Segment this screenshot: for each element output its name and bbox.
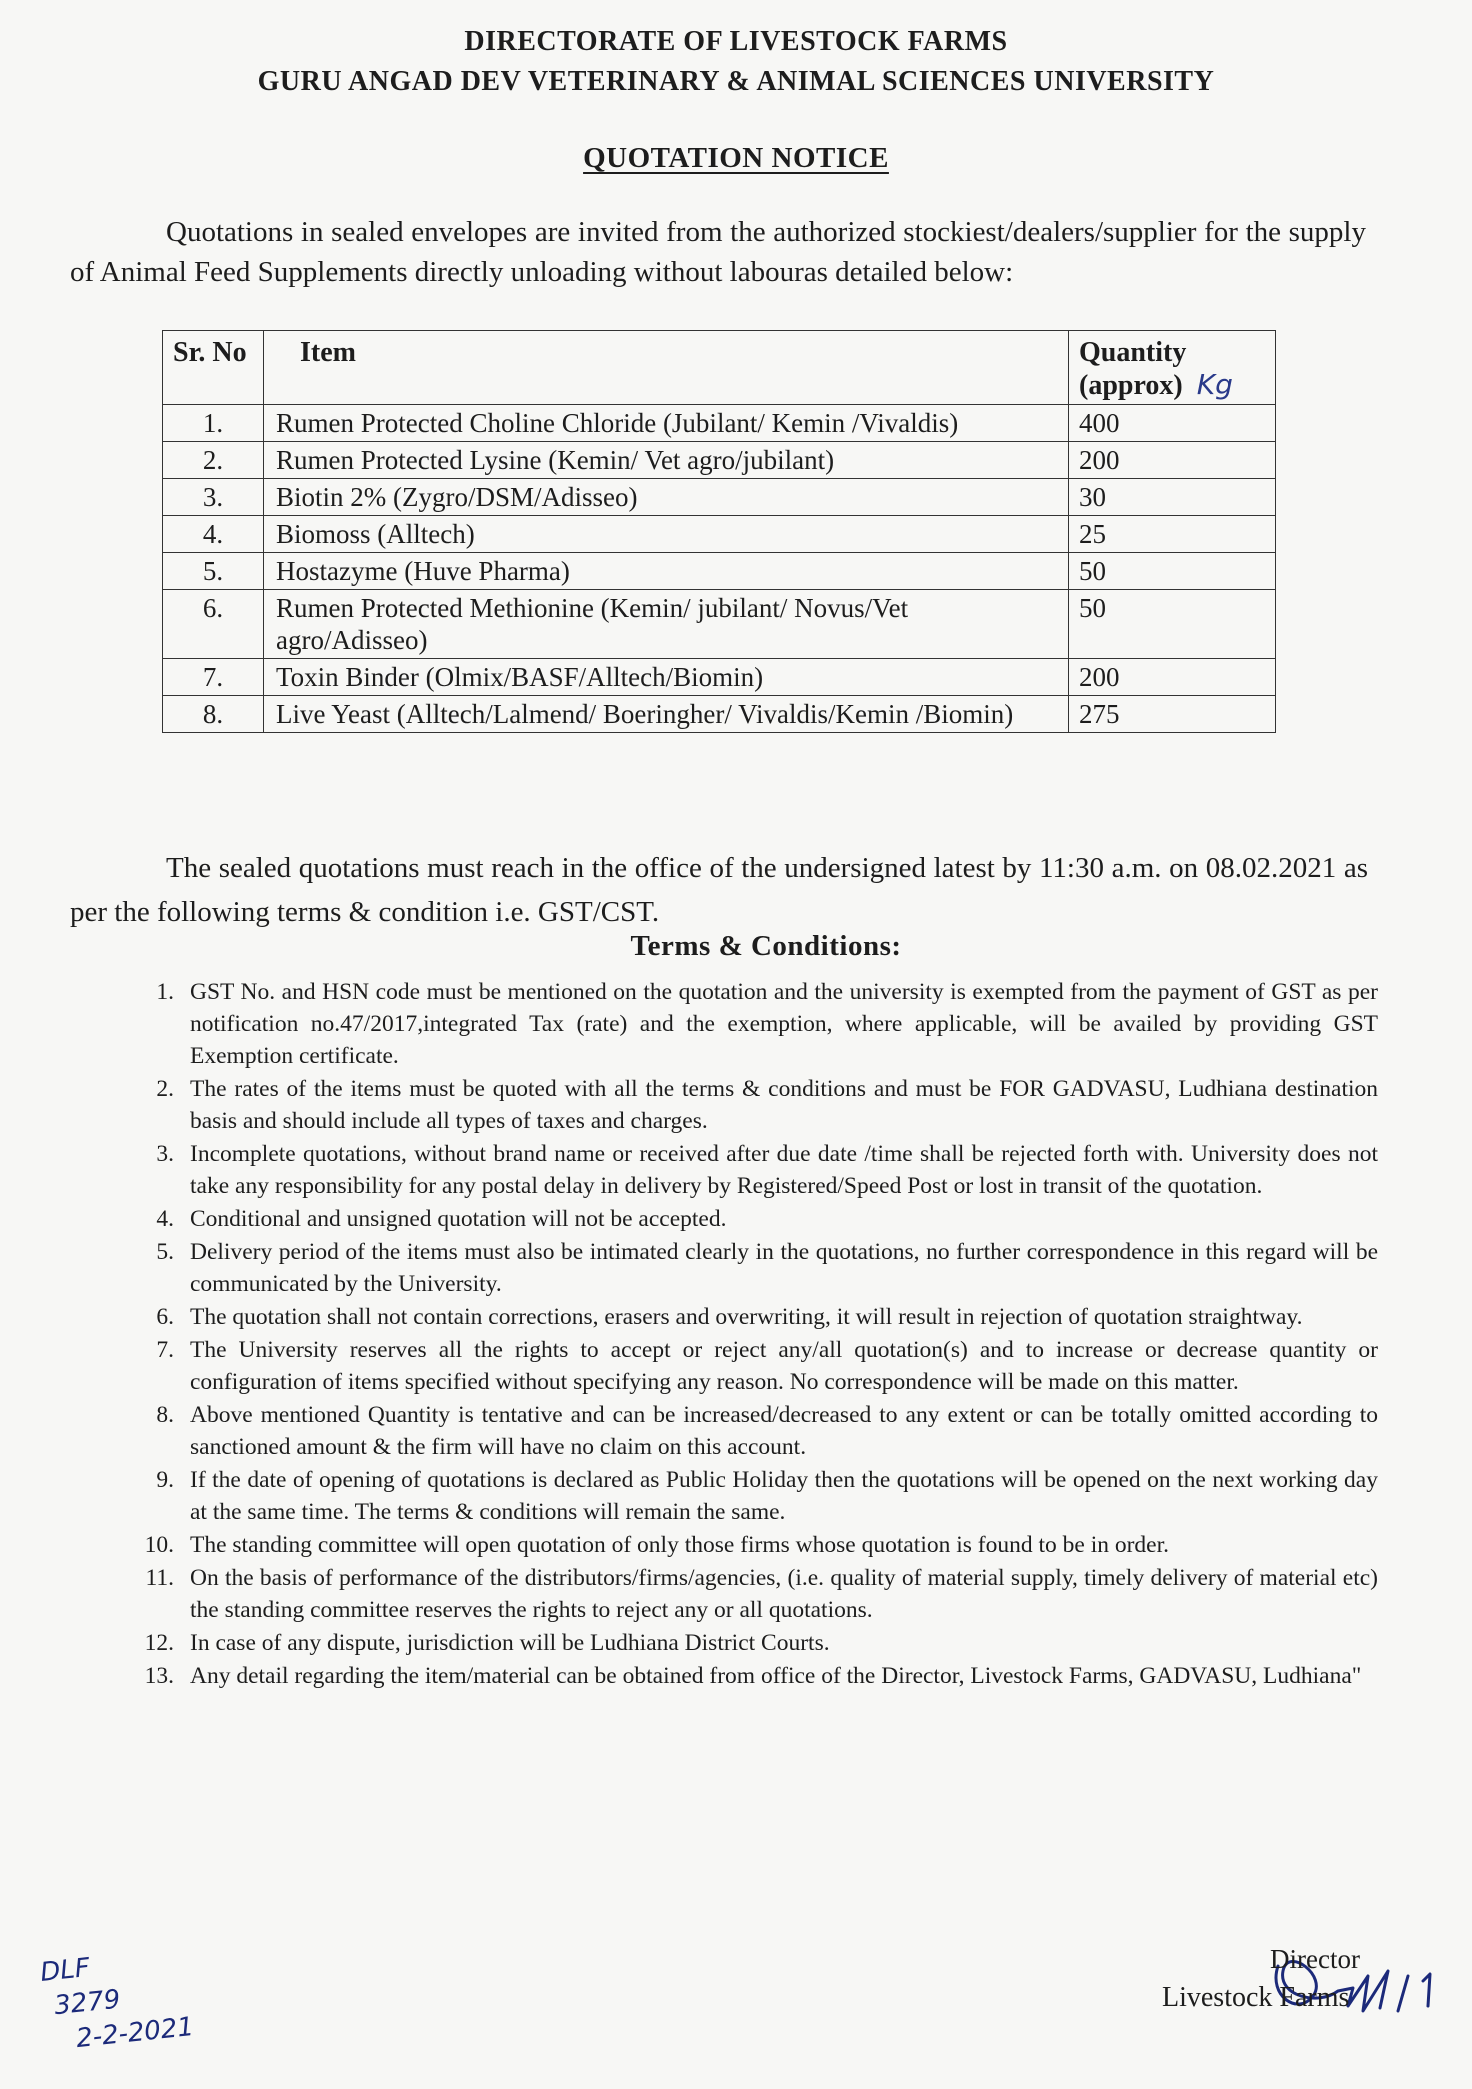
term-number: 9. — [156, 1467, 174, 1493]
term-item — [128, 1301, 1378, 1333]
term-number: 13. — [144, 1663, 174, 1689]
term-text: The rates of the items must be quoted with all the terms & conditions and must be FOR GADVASU, Ludhiana destination basis and should include all types of taxes and charges. — [190, 1076, 1378, 1134]
terms-heading: Terms & Conditions: — [630, 930, 902, 962]
term-item — [128, 1073, 1378, 1137]
table-header-row — [163, 331, 1276, 405]
term-text: GST No. and HSN code must be mentioned on the quotation and the university is exempted from the payment of GST as per notification no.47/2017,integrated Tax (rate) and the exemption, where applicable, will be availed by providing GST Exemption certificate. — [190, 979, 1378, 1069]
row-sr-no: 3. — [163, 479, 264, 516]
term-number: 10. — [144, 1532, 174, 1558]
header-item: Item — [264, 331, 1069, 405]
deadline-paragraph: The sealed quotations must reach in the office of the undersigned latest by 11:30 a.m. on 08.02.2021 as per the following terms & condition i.e. GST/CST. — [70, 852, 1368, 928]
row-sr-no: 4. — [163, 516, 264, 553]
dispatch-note-line: DLF — [38, 1952, 92, 1988]
row-sr-no: 1. — [163, 405, 264, 442]
row-sr-no: 6. — [163, 590, 264, 659]
term-text: Above mentioned Quantity is tentative and can be increased/decreased to any extent or can be totally omitted according to sanctioned amount & the firm will have no claim on this account. — [190, 1402, 1378, 1460]
table-row — [163, 405, 1276, 442]
term-number: 7. — [156, 1337, 174, 1363]
term-text: Incomplete quotations, without brand name or received after due date /time shall be rejected forth with. University does not take any responsibility for any postal delay in delivery by Registered/Speed Post or lost in transit of the quotation. — [190, 1141, 1378, 1199]
notice-title: QUOTATION NOTICE — [583, 142, 889, 174]
row-item-name: Rumen Protected Methionine (Kemin/ jubilant/ Novus/Vet agro/Adisseo) — [264, 590, 1069, 659]
term-number: 11. — [145, 1565, 174, 1591]
term-item — [128, 1562, 1378, 1626]
term-text: The University reserves all the rights to accept or reject any/all quotation(s) and to increase or decrease quantity or configuration of items specified without specifying any reason. No correspondence will be made on this matter. — [190, 1337, 1378, 1395]
term-item — [128, 1464, 1378, 1528]
row-quantity: 200 — [1069, 442, 1276, 479]
row-item-name: Biomoss (Alltech) — [264, 516, 1069, 553]
term-item — [128, 1334, 1378, 1398]
term-number: 6. — [156, 1304, 174, 1330]
table-row — [163, 659, 1276, 696]
term-number: 1. — [156, 979, 174, 1005]
row-quantity: 30 — [1069, 479, 1276, 516]
term-text: If the date of opening of quotations is declared as Public Holiday then the quotations will be opened on the next working day at the same time. The terms & conditions will remain the same. — [190, 1467, 1378, 1525]
table-row — [163, 696, 1276, 733]
row-quantity: 200 — [1069, 659, 1276, 696]
term-number: 8. — [156, 1402, 174, 1428]
term-text: Delivery period of the items must also be intimated clearly in the quotations, no further correspondence in this regard will be communicated by the University. — [190, 1239, 1378, 1297]
terms-list — [128, 976, 1378, 1693]
term-item — [128, 1660, 1378, 1692]
term-number: 4. — [156, 1206, 174, 1232]
row-quantity: 275 — [1069, 696, 1276, 733]
term-number: 3. — [156, 1141, 174, 1167]
table-row — [163, 442, 1276, 479]
row-quantity: 50 — [1069, 553, 1276, 590]
term-text: Any detail regarding the item/material can be obtained from office of the Director, Livestock Farms, GADVASU, Ludhiana" — [190, 1663, 1362, 1689]
intro-paragraph: Quotations in sealed envelopes are invited from the authorized stockiest/dealers/supplier for the supply of Animal Feed Supplements directly unloading without labouras detailed below: — [70, 216, 1366, 288]
directorate-heading: DIRECTORATE OF LIVESTOCK FARMS — [464, 26, 1008, 57]
term-item — [128, 1236, 1378, 1300]
term-text: In case of any dispute, jurisdiction will be Ludhiana District Courts. — [190, 1630, 830, 1656]
signatory-organization: Livestock Farms — [1162, 1982, 1350, 2013]
term-number: 2. — [156, 1076, 174, 1102]
row-sr-no: 2. — [163, 442, 264, 479]
row-sr-no: 8. — [163, 696, 264, 733]
term-item — [128, 1529, 1378, 1561]
row-quantity: 400 — [1069, 405, 1276, 442]
row-item-name: Rumen Protected Choline Chloride (Jubilant/ Kemin /Vivaldis) — [264, 405, 1069, 442]
term-item — [128, 1203, 1378, 1235]
term-number: 5. — [156, 1239, 174, 1265]
term-item — [128, 1627, 1378, 1659]
row-item-name: Live Yeast (Alltech/Lalmend/ Boeringher/ Vivaldis/Kemin /Biomin) — [264, 696, 1069, 733]
row-item-name: Rumen Protected Lysine (Kemin/ Vet agro/jubilant) — [264, 442, 1069, 479]
header-sr-no: Sr. No — [163, 331, 264, 405]
term-text: The standing committee will open quotation of only those firms whose quotation is found to be in order. — [190, 1532, 1170, 1558]
table-row — [163, 479, 1276, 516]
term-item — [128, 1138, 1378, 1202]
university-heading: GURU ANGAD DEV VETERINARY & ANIMAL SCIENCES UNIVERSITY — [257, 66, 1215, 97]
row-item-name: Hostazyme (Huve Pharma) — [264, 553, 1069, 590]
dispatch-note-line: 3279 — [52, 1984, 122, 2022]
table-row — [163, 590, 1276, 659]
row-quantity: 25 — [1069, 516, 1276, 553]
row-quantity: 50 — [1069, 590, 1276, 659]
signatory-title: Director — [1270, 1944, 1360, 1974]
term-item — [128, 1399, 1378, 1463]
row-item-name: Biotin 2% (Zygro/DSM/Adisseo) — [264, 479, 1069, 516]
term-text: The quotation shall not contain corrections, erasers and overwriting, it will result in rejection of quotation straightway. — [190, 1304, 1303, 1330]
term-text: On the basis of performance of the distributors/firms/agencies, (i.e. quality of material supply, timely delivery of material etc) the standing committee reserves the rights to reject any or all quotations. — [190, 1565, 1378, 1623]
row-sr-no: 5. — [163, 553, 264, 590]
term-text: Conditional and unsigned quotation will not be accepted. — [190, 1206, 727, 1232]
table-row — [163, 516, 1276, 553]
handwritten-dispatch-note — [38, 1948, 196, 2055]
row-sr-no: 7. — [163, 659, 264, 696]
items-table — [162, 330, 1276, 733]
term-number: 12. — [144, 1630, 174, 1656]
table-row — [163, 553, 1276, 590]
term-item — [128, 976, 1378, 1072]
dispatch-note-line: 2-2-2021 — [74, 2011, 196, 2055]
handwritten-unit-note: Kg — [1196, 368, 1233, 401]
header-quantity: Quantity (approx) Kg — [1069, 331, 1276, 405]
row-item-name: Toxin Binder (Olmix/BASF/Alltech/Biomin) — [264, 659, 1069, 696]
